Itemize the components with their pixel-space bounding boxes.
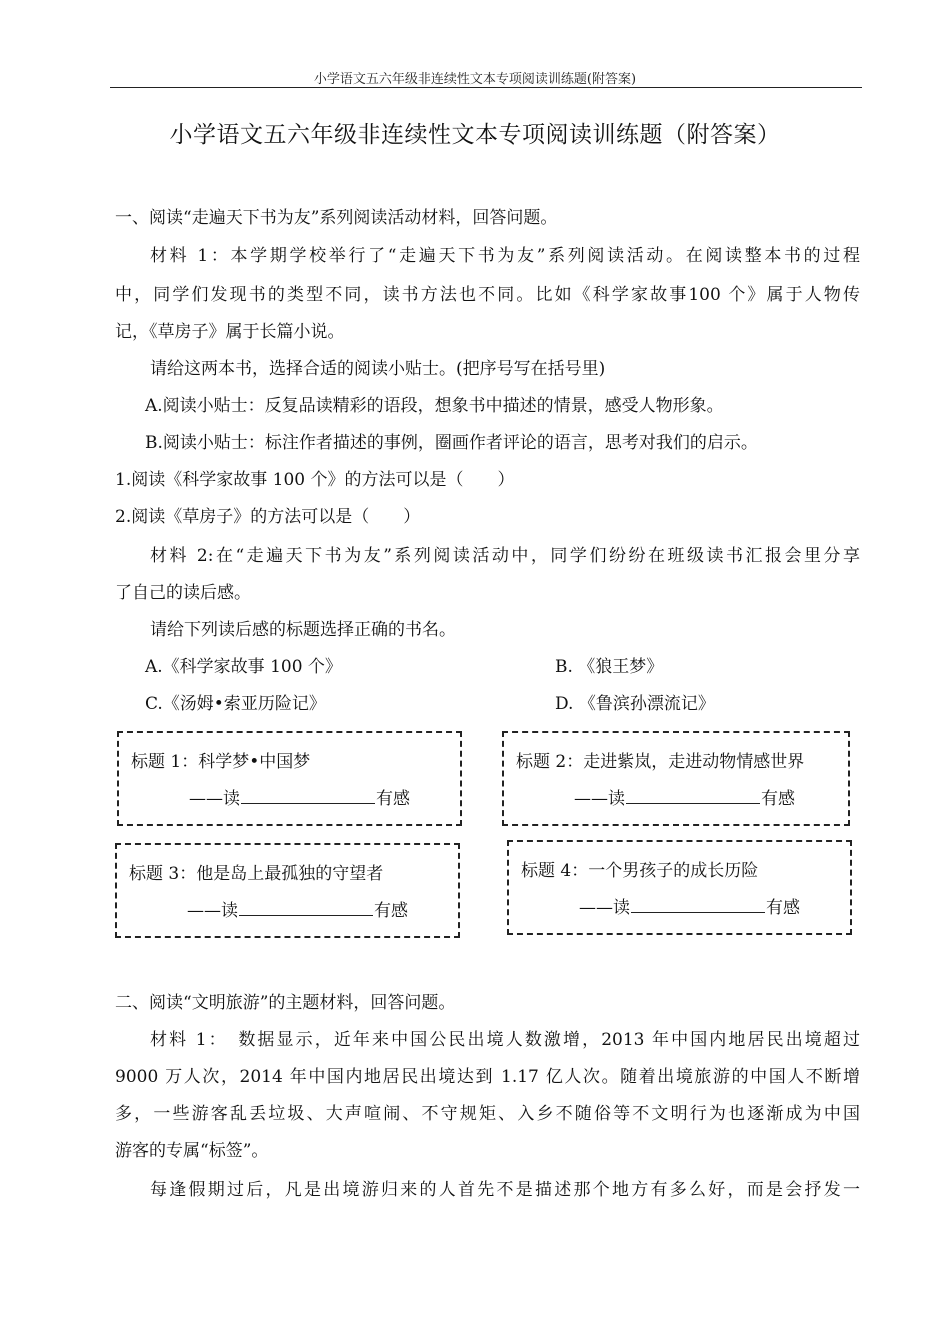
answer-box-prefix: ——读 <box>579 898 630 918</box>
answer-box-3 <box>115 843 460 938</box>
answer-box-suffix: 有感 <box>761 789 795 809</box>
answer-box-prefix: ——读 <box>574 789 625 809</box>
section1-instruction1: 请给这两本书，选择合适的阅读小贴士。(把序号写在括号里) <box>150 359 606 379</box>
section2-material1-line1: 材料 1： 数据显示，近年来中国公民出境人数激增，2013 年中国内地居民出境超过 <box>150 1030 860 1050</box>
section2-material1-line4: 游客的专属“标签”。 <box>115 1141 269 1161</box>
question-1: 1.阅读《科学家故事 100 个》的方法可以是（ ） <box>115 470 515 490</box>
header-divider <box>110 87 862 88</box>
section2-material1-line3: 多，一些游客乱丢垃圾、大声喧闹、不守规矩、入乡不随俗等不文明行为也逐渐成为中国 <box>115 1104 860 1124</box>
answer-box-line <box>574 784 795 809</box>
answer-blank[interactable] <box>631 897 765 913</box>
answer-box-title: 标题 2：走进紫岚，走进动物情感世界 <box>516 752 805 772</box>
section1-material1-line1: 材料 1：本学期学校举行了“走遍天下书为友”系列阅读活动。在阅读整本书的过程 <box>150 246 860 266</box>
running-header: 小学语文五六年级非连续性文本专项阅读训练题(附答案) <box>313 72 637 87</box>
answer-box-line <box>187 896 408 921</box>
answer-box-4 <box>507 840 852 935</box>
answer-box-prefix: ——读 <box>189 789 240 809</box>
answer-box-2 <box>502 731 850 826</box>
answer-blank[interactable] <box>241 788 375 804</box>
reading-tip-b: B.阅读小贴士：标注作者描述的事例，圈画作者评论的语言，思考对我们的启示。 <box>145 433 758 453</box>
section2-heading: 二、阅读“文明旅游”的主题材料，回答问题。 <box>115 993 456 1013</box>
answer-box-title: 标题 1：科学梦•中国梦 <box>131 752 311 772</box>
option-a: A.《科学家故事 100 个》 <box>145 657 342 677</box>
option-b: B. 《狼王梦》 <box>555 657 664 677</box>
answer-box-1 <box>117 731 462 826</box>
section1-material2-line2: 了自己的读后感。 <box>115 583 251 603</box>
answer-box-line <box>189 784 410 809</box>
section1-heading: 一、阅读“走遍天下书为友”系列阅读活动材料，回答问题。 <box>115 208 558 228</box>
option-d: D. 《鲁滨孙漂流记》 <box>555 694 715 714</box>
reading-tip-a: A.阅读小贴士：反复品读精彩的语段，想象书中描述的情景，感受人物形象。 <box>145 396 724 416</box>
document-title: 小学语文五六年级非连续性文本专项阅读训练题（附答案） <box>169 122 781 148</box>
option-c: C.《汤姆•索亚历险记》 <box>145 694 326 714</box>
answer-box-title: 标题 3：他是岛上最孤独的守望者 <box>129 864 384 884</box>
answer-box-prefix: ——读 <box>187 901 238 921</box>
question-2: 2.阅读《草房子》的方法可以是（ ） <box>115 507 421 527</box>
section2-material1-line2: 9000 万人次，2014 年中国内地居民出境达到 1.17 亿人次。随着出境旅游的中国人不断增 <box>115 1067 860 1087</box>
answer-box-line <box>579 893 800 918</box>
answer-box-title: 标题 4：一个男孩子的成长历险 <box>521 861 759 881</box>
answer-box-suffix: 有感 <box>766 898 800 918</box>
section1-material1-line2: 中，同学们发现书的类型不同，读书方法也不同。比如《科学家故事100 个》属于人物传 <box>115 285 860 305</box>
answer-box-suffix: 有感 <box>374 901 408 921</box>
section1-material1-line3: 记，《草房子》属于长篇小说。 <box>115 322 345 342</box>
section2-paragraph2-line1: 每逢假期过后，凡是出境游归来的人首先不是描述那个地方有多么好，而是会抒发一 <box>150 1180 860 1200</box>
section1-instruction2: 请给下列读后感的标题选择正确的书名。 <box>150 620 456 640</box>
section1-material2-line1: 材料 2:在“走遍天下书为友”系列阅读活动中，同学们纷纷在班级读书汇报会里分享 <box>150 546 860 566</box>
answer-box-suffix: 有感 <box>376 789 410 809</box>
answer-blank[interactable] <box>626 788 760 804</box>
answer-blank[interactable] <box>239 900 373 916</box>
